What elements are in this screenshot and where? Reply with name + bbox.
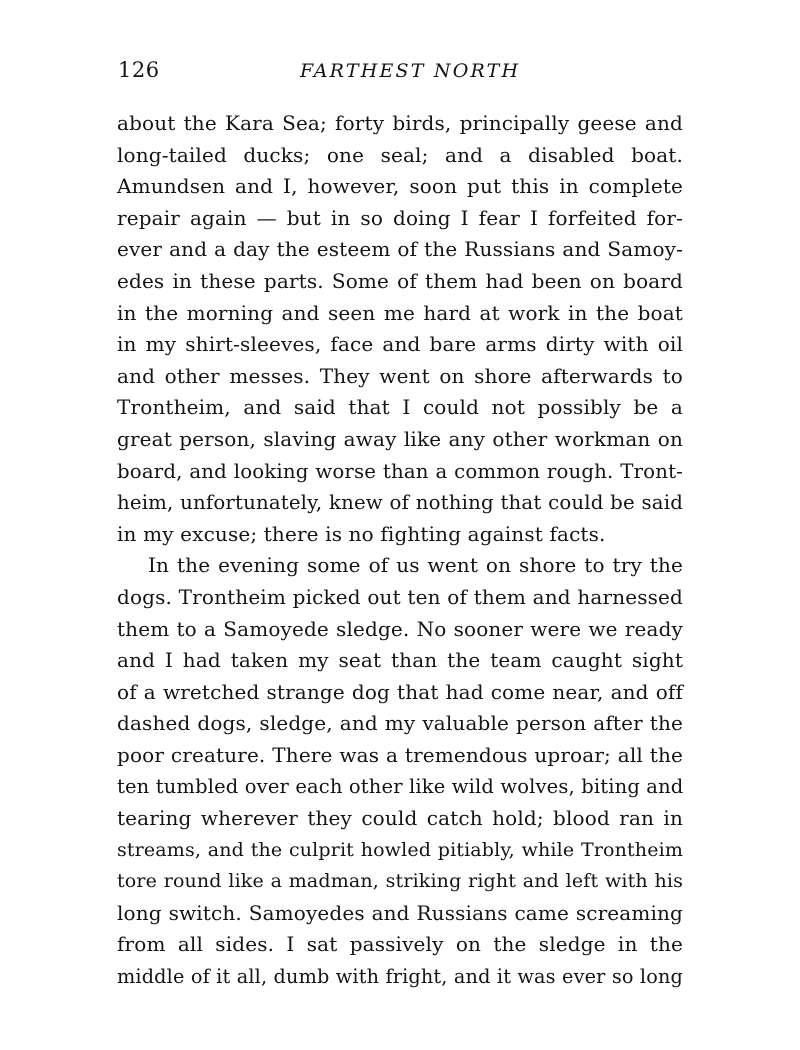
running-head xyxy=(0,58,800,88)
text-line: Trontheim, and said that I could not possibly be a xyxy=(117,395,683,420)
text-line: In the evening some of us went on shore to try the xyxy=(148,553,683,578)
text-line: of a wretched strange dog that had come near, and off xyxy=(117,679,683,704)
text-line: tore round like a madman, striking right and left with his xyxy=(117,870,683,893)
text-line: from all sides. I sat passively on the sledge in the xyxy=(117,932,683,957)
text-line: middle of it all, dumb with fright, and it was ever so long xyxy=(117,965,683,989)
page-number: 126 xyxy=(118,58,160,82)
text-line: and other messes. They went on shore afterwards to xyxy=(117,363,683,388)
text-line: streams, and the culprit howled pitiably, while Trontheim xyxy=(117,838,683,861)
text-line: long switch. Samoyedes and Russians came screaming xyxy=(117,900,683,925)
text-line: dashed dogs, sledge, and my valuable person after the xyxy=(117,711,683,736)
paragraph-2 xyxy=(117,550,683,992)
text-line: about the Kara Sea; forty birds, principally geese and xyxy=(117,111,683,135)
body-text xyxy=(117,108,683,993)
running-title: FARTHEST NORTH xyxy=(300,60,521,82)
text-line: and I had taken my seat than the team caught sight xyxy=(117,648,683,673)
text-line: in my shirt-sleeves, face and bare arms dirty with oil xyxy=(117,332,683,357)
text-line: ten tumbled over each other like wild wolves, biting and xyxy=(117,775,684,799)
text-line: long-tailed ducks; one seal; and a disabled boat. xyxy=(117,142,683,167)
text-line: poor creature. There was a tremendous uproar; all the xyxy=(117,742,683,767)
text-line: Amundsen and I, however, soon put this in complete xyxy=(117,174,683,199)
text-line: edes in these parts. Some of them had been on board xyxy=(117,268,683,293)
text-line: in the morning and seen me hard at work in the boat xyxy=(117,300,683,325)
text-line: repair again — but in so doing I fear I forfeited for- xyxy=(117,205,683,230)
text-line: heim, unfortunately, knew of nothing that could be said xyxy=(117,491,683,515)
text-line: board, and looking worse than a common rough. Tront- xyxy=(117,459,683,483)
text-line: tearing wherever they could catch hold; blood ran in xyxy=(117,806,683,831)
text-line: great person, slaving away like any other workman on xyxy=(117,426,683,451)
paragraph-1 xyxy=(117,108,683,550)
text-line: in my excuse; there is no fighting against facts. xyxy=(117,521,606,546)
text-line: dogs. Trontheim picked out ten of them and harnessed xyxy=(117,584,683,609)
text-line: them to a Samoyede sledge. No sooner were we ready xyxy=(117,616,683,641)
text-line: ever and a day the esteem of the Russians and Samoy- xyxy=(117,237,683,262)
